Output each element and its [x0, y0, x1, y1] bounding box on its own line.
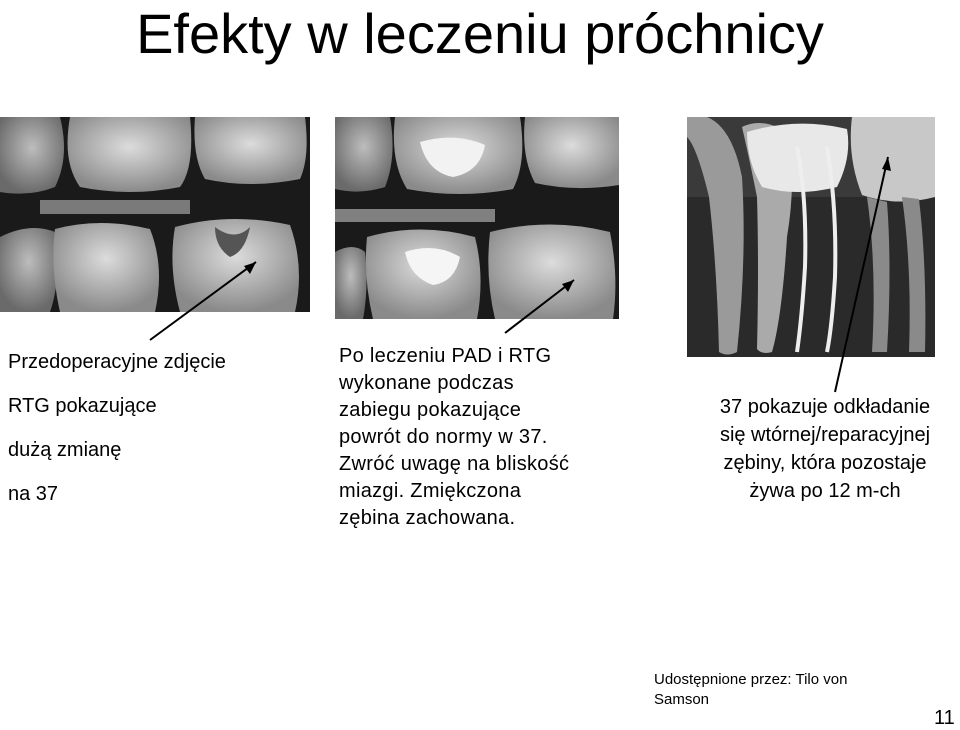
caption-after: [339, 343, 659, 532]
credit-line: Udostępnione przez: Tilo von: [654, 671, 848, 688]
caption-line: zębiny, która pozostaje: [723, 452, 927, 474]
caption-before: [8, 340, 278, 516]
caption-followup: [685, 393, 960, 505]
caption-line: powrót do normy w 37.: [339, 426, 548, 448]
caption-line: Po leczeniu PAD i RTG: [339, 345, 552, 367]
credit-line: Samson: [654, 691, 710, 708]
caption-line: Zwróć uwagę na bliskość: [339, 453, 570, 475]
caption-line: miazgi. Zmiękczona: [339, 480, 522, 502]
caption-line: na 37: [8, 483, 59, 505]
slide-title: Efekty w leczeniu próchnicy: [136, 2, 824, 65]
xray-image-before: [0, 117, 310, 312]
caption-line: dużą zmianę: [8, 439, 122, 461]
image-credit: [654, 670, 894, 710]
xray-image-after: [335, 117, 619, 319]
caption-line: wykonane podczas: [339, 372, 514, 394]
caption-line: 37 pokazuje odkładanie: [719, 396, 931, 418]
caption-line: się wtórnej/reparacyjnej: [719, 424, 931, 446]
caption-line: zabiegu pokazujące: [339, 399, 522, 421]
caption-line: żywa po 12 m-ch: [749, 480, 901, 502]
caption-line: RTG pokazujące: [8, 395, 157, 417]
page-number: 11: [934, 707, 955, 729]
xray-image-followup: [687, 117, 935, 357]
caption-line: Przedoperacyjne zdjęcie: [8, 351, 226, 373]
caption-line: zębina zachowana.: [339, 507, 516, 529]
